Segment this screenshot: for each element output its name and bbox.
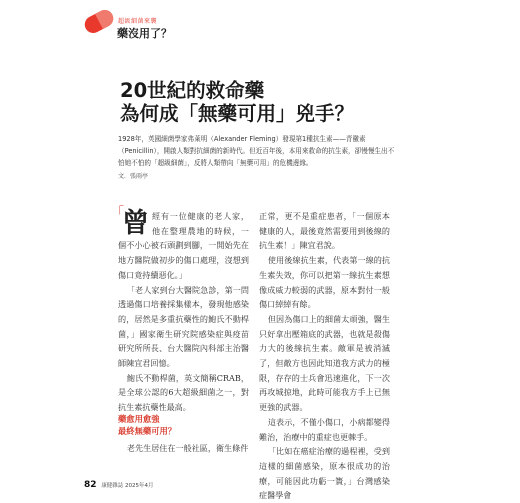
quote-bracket-icon: 「 [111,206,125,221]
byline: 文．張雨亭 [118,173,149,180]
title-line-2: 為何成「無藥可用」兇手？ [120,102,355,125]
page-number: 82 [84,480,97,490]
paragraph: 正常，更不是重症患者，「一個原本健康的人，最後竟然需要用到後線的抗生素！」陳宜君說。 [259,211,390,251]
paragraph: 鮑氏不動桿菌，英文簡稱CRAB，是全球公認的6大超級細菌之一，對抗生素抗藥性最高。 [118,372,249,413]
subhead-line-1: 藥愈用愈強 [118,414,160,424]
subhead-line-2: 最終無藥可用？ [118,425,177,436]
paragraph: 經有一位健康的老人家，他在整理農地的時候，一個不小心被石頭劃到腳，一開始先在地方醫院做初步的傷口處理，沒想到傷口竟持續惡化。」 [118,211,249,280]
paragraph: 老先生居住在一般社區，衛生條件 [126,443,249,453]
magazine-issue: 康健雜誌 2025年4月 [101,483,154,489]
title-line-1: 20世紀的救命藥 [120,79,265,102]
paragraph: 這表示，不僅小傷口，小病都變得難治，治療中的重症也更棘手。 [259,416,390,442]
series-title: 藥沒用了？ [117,27,172,40]
column-1-continued [118,441,249,456]
column-2 [259,209,390,503]
paragraph: 「老人家到台大醫院急診，第一問透過傷口培養採集樣本，發現他感染的，居然是多重抗藥性的鮑氏不動桿菌，」國家衛生研究院感染症與疫苗研究所所長、台大醫院內科部主治醫師陳宜君回憶。 [118,284,249,369]
paragraph: 使用後線抗生素，代表第一線的抗生素失效，你可以把第一線抗生素想像成威力較弱的武器，原本對付一般傷口綽綽有餘。 [259,255,390,310]
drop-cap: 曾 [122,208,149,239]
pill-icon [82,7,116,36]
page-footer [84,480,154,490]
article-title [120,79,450,125]
section-subhead [118,414,176,437]
paragraph: 但因為傷口上的細菌太頑強，醫生只好拿出壓箱底的武器，也就是殺傷力大的後線抗生素。敵軍是被消滅了，但敵方也因此知道我方武力的極限，存存的士兵會迅速進化，下一次再攻城掠地，此時可能我方手上已無更強的武器。 [259,313,390,413]
lead-paragraph: 1928年，英國細菌學家弗萊明（Alexander Fleming）發現第1種抗生素——青黴素（Penicillin），開啟人類對抗細菌的新時代。但近百年後，本用來救命的抗生素，卻慢慢生出不怕她不怕的「超級細菌」，反將人類帶向「無藥可用」的危機邊緣。 [118,135,395,167]
paragraph: 「比如在癌症治療的過程裡，受到這樣的細菌感染，原本很成功的治療，可能因此功虧一簣，」台灣感染症醫學會 [259,446,390,501]
series-label: 超級細菌來襲 [118,18,158,25]
column-1 [111,206,249,415]
